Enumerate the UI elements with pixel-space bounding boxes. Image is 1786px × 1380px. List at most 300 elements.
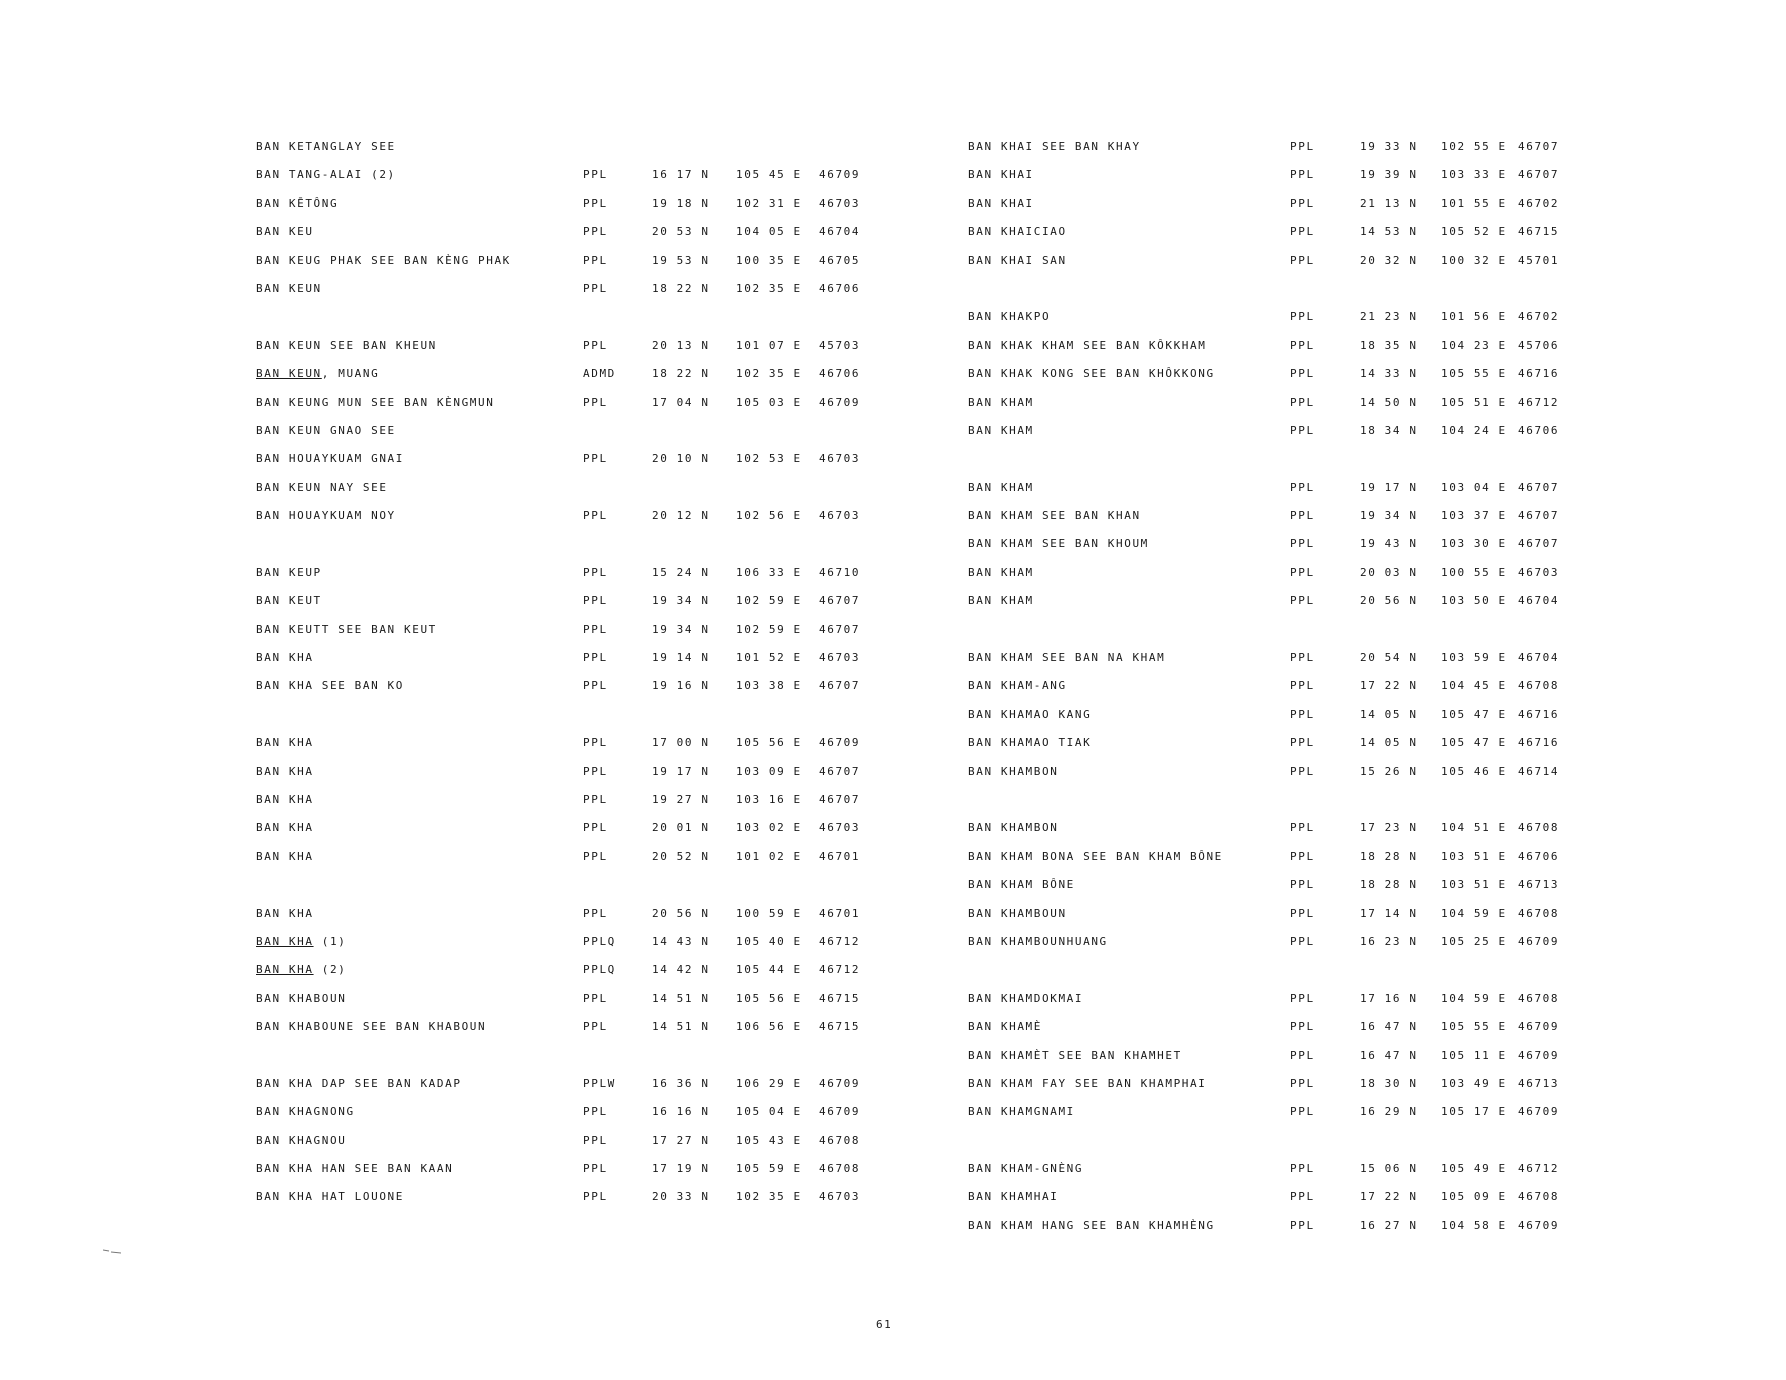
entry-code: 46709 xyxy=(1518,1218,1560,1232)
entry-type: PPL xyxy=(1290,1048,1315,1062)
entry-lat: 20 32 N xyxy=(1360,253,1418,267)
entry-code: 46705 xyxy=(819,253,861,267)
entry-name: BAN KHABOUN xyxy=(256,991,347,1005)
entry-name: BAN KHA xyxy=(256,849,314,863)
entry-lon: 105 11 E xyxy=(1441,1048,1507,1062)
entry-name: BAN KHAM xyxy=(968,565,1034,579)
gazetteer-entry xyxy=(968,708,1588,736)
entry-lon: 105 47 E xyxy=(1441,707,1507,721)
gazetteer-entry xyxy=(256,282,876,310)
entry-code: 46707 xyxy=(819,792,861,806)
entry-type: PPLW xyxy=(583,1076,616,1090)
entry-code: 46703 xyxy=(819,821,861,835)
entry-name: BAN KHAMBON xyxy=(968,764,1059,778)
gazetteer-right-column xyxy=(968,140,1588,1247)
entry-type: PPL xyxy=(583,1190,608,1204)
entry-name: BAN KHAMÈ xyxy=(968,1020,1043,1034)
entry-lon: 102 59 E xyxy=(736,594,802,608)
entry-name: BAN KHAICIAO xyxy=(968,225,1067,239)
blank-row xyxy=(968,1134,1588,1162)
entry-name: BAN KHAMAO KANG xyxy=(968,707,1092,721)
gazetteer-entry xyxy=(256,168,876,196)
blank-row xyxy=(256,310,876,338)
entry-name: BAN KHAM FAY SEE BAN KHAMPHAI xyxy=(968,1076,1207,1090)
entry-lat: 19 27 N xyxy=(652,792,710,806)
entry-type: PPL xyxy=(583,1133,608,1147)
entry-lon: 102 35 E xyxy=(736,367,802,381)
entry-lat: 20 53 N xyxy=(652,225,710,239)
entry-type: PPL xyxy=(583,1105,608,1119)
entry-name: BAN KHAM xyxy=(968,480,1034,494)
gazetteer-entry xyxy=(968,254,1588,282)
entry-lat: 16 23 N xyxy=(1360,934,1418,948)
entry-type: PPL xyxy=(1290,1218,1315,1232)
entry-type: PPL xyxy=(583,565,608,579)
entry-lat: 14 51 N xyxy=(652,991,710,1005)
gazetteer-entry xyxy=(256,1077,876,1105)
entry-name: BAN KHAM xyxy=(968,594,1034,608)
entry-code: 46707 xyxy=(1518,509,1560,523)
entry-type: PPL xyxy=(583,679,608,693)
entry-lon: 105 56 E xyxy=(736,736,802,750)
entry-type: PPL xyxy=(1290,140,1315,153)
gazetteer-entry xyxy=(256,140,876,168)
gazetteer-entry xyxy=(256,1190,876,1218)
blank-row xyxy=(256,537,876,565)
entry-name: BAN KHAMBOUN xyxy=(968,906,1067,920)
entry-code: 46715 xyxy=(1518,225,1560,239)
entry-type: PPL xyxy=(1290,651,1315,665)
gazetteer-entry xyxy=(968,168,1588,196)
entry-type: PPL xyxy=(583,764,608,778)
entry-type: PPL xyxy=(1290,196,1315,210)
entry-lat: 15 06 N xyxy=(1360,1162,1418,1176)
entry-lon: 105 09 E xyxy=(1441,1190,1507,1204)
entry-type: PPL xyxy=(1290,367,1315,381)
entry-lon: 103 02 E xyxy=(736,821,802,835)
gazetteer-entry xyxy=(256,850,876,878)
entry-lat: 14 50 N xyxy=(1360,395,1418,409)
entry-name: BAN KHAM BÔNE xyxy=(968,878,1075,892)
gazetteer-entry xyxy=(256,765,876,793)
entry-code: 46715 xyxy=(819,991,861,1005)
entry-code: 46709 xyxy=(1518,1048,1560,1062)
gazetteer-entry xyxy=(968,1105,1588,1133)
gazetteer-entry xyxy=(968,509,1588,537)
entry-name: BAN KHAMHAI xyxy=(968,1190,1059,1204)
entry-code: 46701 xyxy=(819,849,861,863)
gazetteer-entry xyxy=(968,339,1588,367)
entry-lon: 105 25 E xyxy=(1441,934,1507,948)
gazetteer-entry xyxy=(256,339,876,367)
entry-code: 46704 xyxy=(1518,651,1560,665)
entry-lon: 105 46 E xyxy=(1441,764,1507,778)
entry-type: PPL xyxy=(583,821,608,835)
entry-lon: 103 37 E xyxy=(1441,509,1507,523)
entry-lon: 103 50 E xyxy=(1441,594,1507,608)
gazetteer-entry xyxy=(256,452,876,480)
entry-lat: 16 36 N xyxy=(652,1076,710,1090)
entry-name: BAN KEUTT SEE BAN KEUT xyxy=(256,622,437,636)
entry-type: PPL xyxy=(1290,1105,1315,1119)
entry-name: BAN KEUN SEE BAN KHEUN xyxy=(256,338,437,352)
entry-name: BAN KEUP xyxy=(256,565,322,579)
entry-type: PPL xyxy=(583,736,608,750)
gazetteer-entry xyxy=(968,651,1588,679)
entry-lat: 16 29 N xyxy=(1360,1105,1418,1119)
entry-lat: 14 51 N xyxy=(652,1020,710,1034)
entry-code: 46716 xyxy=(1518,367,1560,381)
entry-type: PPL xyxy=(583,338,608,352)
entry-code: 46714 xyxy=(1518,764,1560,778)
entry-name: BAN KHAM xyxy=(968,395,1034,409)
gazetteer-entry xyxy=(256,793,876,821)
entry-type: PPL xyxy=(1290,594,1315,608)
entry-lon: 103 30 E xyxy=(1441,537,1507,551)
entry-code: 46707 xyxy=(819,594,861,608)
gazetteer-entry xyxy=(968,679,1588,707)
entry-lat: 19 17 N xyxy=(652,764,710,778)
entry-type: PPL xyxy=(583,196,608,210)
gazetteer-entry xyxy=(256,992,876,1020)
entry-code: 46713 xyxy=(1518,1076,1560,1090)
entry-name: BAN KHA HAT LOUONE xyxy=(256,1190,405,1204)
entry-lon: 104 24 E xyxy=(1441,423,1507,437)
entry-lon: 105 40 E xyxy=(736,934,802,948)
entry-type: PPLQ xyxy=(583,963,616,977)
entry-lon: 105 03 E xyxy=(736,395,802,409)
entry-lon: 105 44 E xyxy=(736,963,802,977)
entry-lat: 19 16 N xyxy=(652,679,710,693)
entry-type: PPL xyxy=(1290,878,1315,892)
entry-lat: 18 28 N xyxy=(1360,849,1418,863)
entry-lat: 17 23 N xyxy=(1360,821,1418,835)
entry-code: 46703 xyxy=(819,452,861,466)
gazetteer-entry xyxy=(968,310,1588,338)
blank-row xyxy=(256,1049,876,1077)
entry-lon: 105 51 E xyxy=(1441,395,1507,409)
entry-code: 46713 xyxy=(1518,878,1560,892)
gazetteer-entry xyxy=(968,1020,1588,1048)
entry-lat: 19 53 N xyxy=(652,253,710,267)
gazetteer-entry xyxy=(968,935,1588,963)
gazetteer-entry xyxy=(256,509,876,537)
entry-lat: 19 39 N xyxy=(1360,168,1418,182)
entry-lon: 105 04 E xyxy=(736,1105,802,1119)
entry-code: 46703 xyxy=(1518,565,1560,579)
entry-code: 46708 xyxy=(819,1133,861,1147)
entry-type: PPL xyxy=(1290,423,1315,437)
entry-lon: 101 56 E xyxy=(1441,310,1507,324)
entry-name: BAN KHABOUNE SEE BAN KHABOUN xyxy=(256,1020,487,1034)
entry-lat: 20 13 N xyxy=(652,338,710,352)
entry-lat: 20 52 N xyxy=(652,849,710,863)
entry-lon: 104 23 E xyxy=(1441,338,1507,352)
entry-name: BAN KHAM SEE BAN NA KHAM xyxy=(968,651,1166,665)
entry-lon: 105 59 E xyxy=(736,1162,802,1176)
entry-code: 46712 xyxy=(819,934,861,948)
entry-lat: 20 01 N xyxy=(652,821,710,835)
scan-mark xyxy=(103,1248,121,1254)
entry-lon: 100 35 E xyxy=(736,253,802,267)
entry-code: 46704 xyxy=(1518,594,1560,608)
entry-lat: 16 47 N xyxy=(1360,1048,1418,1062)
entry-name: BAN KHA xyxy=(256,792,314,806)
blank-row xyxy=(968,623,1588,651)
entry-lon: 105 55 E xyxy=(1441,367,1507,381)
gazetteer-entry xyxy=(968,907,1588,935)
entry-type: PPL xyxy=(1290,1076,1315,1090)
entry-type: PPL xyxy=(583,253,608,267)
gazetteer-entry xyxy=(256,481,876,509)
entry-type: PPL xyxy=(583,792,608,806)
entry-lat: 16 47 N xyxy=(1360,1020,1418,1034)
entry-type: PPL xyxy=(583,622,608,636)
gazetteer-entry xyxy=(256,566,876,594)
entry-code: 46712 xyxy=(1518,395,1560,409)
entry-lon: 101 55 E xyxy=(1441,196,1507,210)
entry-lon: 104 58 E xyxy=(1441,1218,1507,1232)
entry-type: PPL xyxy=(1290,509,1315,523)
entry-code: 46708 xyxy=(1518,679,1560,693)
entry-lon: 103 33 E xyxy=(1441,168,1507,182)
blank-row xyxy=(968,282,1588,310)
entry-lat: 19 34 N xyxy=(1360,509,1418,523)
entry-code: 46709 xyxy=(1518,1020,1560,1034)
entry-code: 46715 xyxy=(819,1020,861,1034)
entry-code: 46708 xyxy=(1518,821,1560,835)
entry-name: BAN KHAMDOKMAI xyxy=(968,991,1084,1005)
gazetteer-entry xyxy=(256,1020,876,1048)
entry-type: PPL xyxy=(1290,764,1315,778)
entry-lon: 106 33 E xyxy=(736,565,802,579)
entry-name: BAN KHA DAP SEE BAN KADAP xyxy=(256,1076,462,1090)
entry-lat: 18 28 N xyxy=(1360,878,1418,892)
entry-lat: 16 17 N xyxy=(652,168,710,182)
entry-name: BAN KEUN NAY SEE xyxy=(256,480,388,494)
entry-lon: 104 45 E xyxy=(1441,679,1507,693)
entry-type: PPL xyxy=(1290,253,1315,267)
entry-type: PPL xyxy=(583,395,608,409)
entry-lat: 14 53 N xyxy=(1360,225,1418,239)
entry-lat: 14 43 N xyxy=(652,934,710,948)
gazetteer-entry xyxy=(256,821,876,849)
entry-lat: 14 05 N xyxy=(1360,736,1418,750)
page-number: 61 xyxy=(876,1318,893,1331)
entry-type: PPL xyxy=(1290,736,1315,750)
entry-type: PPL xyxy=(1290,934,1315,948)
entry-lon: 103 51 E xyxy=(1441,878,1507,892)
entry-name: BAN KHAMAO TIAK xyxy=(968,736,1092,750)
entry-name: BAN KHAMÈT SEE BAN KHAMHET xyxy=(968,1048,1182,1062)
entry-lon: 106 29 E xyxy=(736,1076,802,1090)
blank-row xyxy=(256,708,876,736)
entry-name: BAN KHAMBOUNHUANG xyxy=(968,934,1108,948)
entry-name: BAN KHAMBON xyxy=(968,821,1059,835)
entry-code: 46709 xyxy=(819,1076,861,1090)
entry-name: BAN KHAM HANG SEE BAN KHAMHÈNG xyxy=(968,1218,1215,1232)
entry-lat: 15 24 N xyxy=(652,565,710,579)
entry-lat: 20 33 N xyxy=(652,1190,710,1204)
entry-code: 46707 xyxy=(819,764,861,778)
entry-name: BAN KHAI xyxy=(968,168,1034,182)
blank-row xyxy=(968,793,1588,821)
gazetteer-entry xyxy=(256,935,876,963)
gazetteer-entry xyxy=(968,878,1588,906)
gazetteer-entry xyxy=(968,566,1588,594)
entry-lon: 104 05 E xyxy=(736,225,802,239)
entry-code: 46708 xyxy=(1518,906,1560,920)
entry-lon: 103 49 E xyxy=(1441,1076,1507,1090)
entry-name: BAN KHAGNOU xyxy=(256,1133,347,1147)
gazetteer-entry xyxy=(256,736,876,764)
entry-lon: 100 59 E xyxy=(736,906,802,920)
entry-name: BAN KHAM BONA SEE BAN KHAM BÔNE xyxy=(968,849,1223,863)
entry-lat: 17 27 N xyxy=(652,1133,710,1147)
entry-lat: 14 05 N xyxy=(1360,707,1418,721)
entry-code: 46707 xyxy=(819,679,861,693)
entry-code: 46706 xyxy=(819,367,861,381)
gazetteer-entry xyxy=(256,907,876,935)
entry-code: 46703 xyxy=(819,196,861,210)
gazetteer-entry xyxy=(968,850,1588,878)
entry-lon: 103 51 E xyxy=(1441,849,1507,863)
entry-name: BAN KEU xyxy=(256,225,314,239)
entry-code: 46712 xyxy=(819,963,861,977)
entry-lon: 102 56 E xyxy=(736,509,802,523)
entry-lat: 15 26 N xyxy=(1360,764,1418,778)
entry-code: 46712 xyxy=(1518,1162,1560,1176)
entry-name: BAN KHAKPO xyxy=(968,310,1051,324)
gazetteer-left-column xyxy=(256,140,876,1219)
entry-lat: 19 34 N xyxy=(652,594,710,608)
entry-name: BAN TANG-ALAI (2) xyxy=(256,168,396,182)
entry-type: PPL xyxy=(583,594,608,608)
gazetteer-entry xyxy=(256,1134,876,1162)
entry-name: BAN KHA SEE BAN KO xyxy=(256,679,405,693)
entry-type: PPL xyxy=(1290,480,1315,494)
entry-code: 46709 xyxy=(1518,1105,1560,1119)
entry-code: 46709 xyxy=(819,395,861,409)
entry-name: BAN KHA xyxy=(256,906,314,920)
entry-lat: 18 34 N xyxy=(1360,423,1418,437)
entry-type: ADMD xyxy=(583,367,616,381)
gazetteer-entry xyxy=(968,197,1588,225)
entry-code: 46704 xyxy=(819,225,861,239)
entry-name: BAN KHA HAN SEE BAN KAAN xyxy=(256,1162,454,1176)
entry-type: PPL xyxy=(1290,395,1315,409)
entry-type: PPL xyxy=(1290,168,1315,182)
entry-code: 46709 xyxy=(819,168,861,182)
entry-name: BAN KHAM-GNÈNG xyxy=(968,1162,1084,1176)
gazetteer-entry xyxy=(256,679,876,707)
gazetteer-entry xyxy=(968,765,1588,793)
entry-type: PPLQ xyxy=(583,934,616,948)
entry-name: BAN HOUAYKUAM NOY xyxy=(256,509,396,523)
entry-lat: 17 16 N xyxy=(1360,991,1418,1005)
entry-lat: 20 10 N xyxy=(652,452,710,466)
entry-type: PPL xyxy=(1290,1190,1315,1204)
gazetteer-entry xyxy=(256,254,876,282)
entry-code: 46702 xyxy=(1518,196,1560,210)
entry-lon: 105 17 E xyxy=(1441,1105,1507,1119)
entry-code: 46703 xyxy=(819,651,861,665)
entry-code: 46710 xyxy=(819,565,861,579)
entry-code: 46708 xyxy=(1518,1190,1560,1204)
gazetteer-entry xyxy=(968,225,1588,253)
entry-lon: 103 38 E xyxy=(736,679,802,693)
entry-name: BAN KHA xyxy=(256,736,314,750)
entry-type: PPL xyxy=(583,281,608,295)
entry-code: 46701 xyxy=(819,906,861,920)
entry-lon: 105 56 E xyxy=(736,991,802,1005)
entry-lon: 103 09 E xyxy=(736,764,802,778)
gazetteer-entry xyxy=(256,367,876,395)
entry-type: PPL xyxy=(583,991,608,1005)
entry-lon: 106 56 E xyxy=(736,1020,802,1034)
entry-type: PPL xyxy=(583,168,608,182)
gazetteer-entry xyxy=(968,821,1588,849)
entry-lon: 101 02 E xyxy=(736,849,802,863)
entry-lat: 18 22 N xyxy=(652,367,710,381)
entry-name: BAN HOUAYKUAM GNAI xyxy=(256,452,405,466)
entry-lon: 105 55 E xyxy=(1441,1020,1507,1034)
gazetteer-entry xyxy=(256,594,876,622)
entry-lon: 105 43 E xyxy=(736,1133,802,1147)
gazetteer-entry xyxy=(968,1049,1588,1077)
entry-lon: 102 35 E xyxy=(736,1190,802,1204)
entry-code: 46703 xyxy=(819,509,861,523)
gazetteer-entry xyxy=(256,424,876,452)
entry-lon: 105 52 E xyxy=(1441,225,1507,239)
entry-type: PPL xyxy=(1290,849,1315,863)
entry-name: BAN KHAI xyxy=(968,196,1034,210)
blank-row xyxy=(968,963,1588,991)
entry-lon: 102 35 E xyxy=(736,281,802,295)
entry-lon: 100 32 E xyxy=(1441,253,1507,267)
entry-lat: 20 54 N xyxy=(1360,651,1418,665)
entry-type: PPL xyxy=(583,225,608,239)
entry-name: BAN KHA (1) xyxy=(256,934,347,948)
gazetteer-entry xyxy=(256,225,876,253)
entry-lat: 21 23 N xyxy=(1360,310,1418,324)
entry-lat: 19 17 N xyxy=(1360,480,1418,494)
entry-code: 45703 xyxy=(819,338,861,352)
entry-name: BAN KEUN xyxy=(256,281,322,295)
entry-lon: 105 47 E xyxy=(1441,736,1507,750)
entry-name: BAN KHAM xyxy=(968,423,1034,437)
entry-code: 46702 xyxy=(1518,310,1560,324)
entry-lat: 19 14 N xyxy=(652,651,710,665)
entry-lon: 103 59 E xyxy=(1441,651,1507,665)
entry-name: BAN KEUN GNAO SEE xyxy=(256,423,396,437)
entry-code: 46707 xyxy=(1518,480,1560,494)
entry-name: BAN KHA xyxy=(256,651,314,665)
entry-name: BAN KHAM SEE BAN KHOUM xyxy=(968,537,1149,551)
entry-type: PPL xyxy=(1290,707,1315,721)
gazetteer-entry xyxy=(968,992,1588,1020)
entry-lat: 17 22 N xyxy=(1360,679,1418,693)
entry-name: BAN KHAMGNAMI xyxy=(968,1105,1075,1119)
entry-name: BAN KHAI SEE BAN KHAY xyxy=(968,140,1141,153)
gazetteer-entry xyxy=(256,1105,876,1133)
entry-name: BAN KHAK KHAM SEE BAN KÔKKHAM xyxy=(968,338,1207,352)
gazetteer-entry xyxy=(968,424,1588,452)
entry-lat: 17 19 N xyxy=(652,1162,710,1176)
entry-lat: 20 56 N xyxy=(652,906,710,920)
entry-type: PPL xyxy=(583,452,608,466)
entry-lat: 14 33 N xyxy=(1360,367,1418,381)
